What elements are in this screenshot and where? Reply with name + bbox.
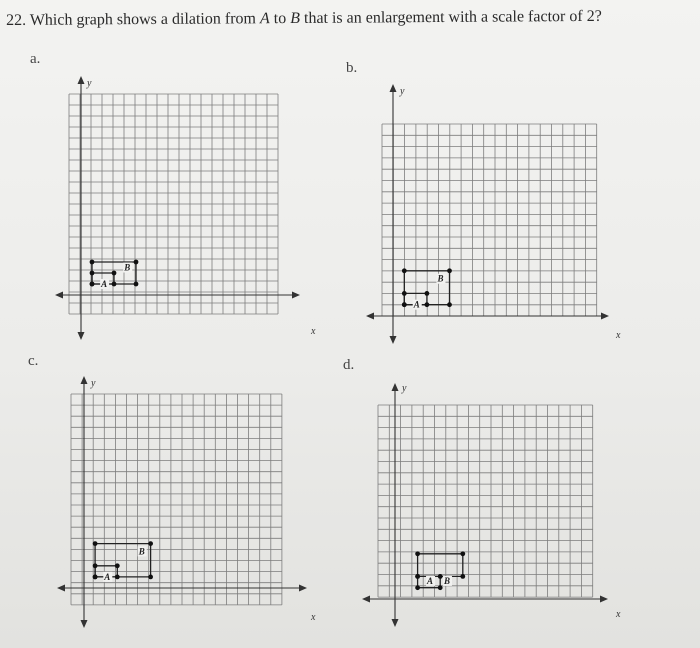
shape-b-vertex (134, 282, 139, 287)
label-a: A (104, 571, 111, 582)
shape-a-vertex (425, 302, 430, 307)
y-axis-down-arrow-icon (390, 336, 397, 344)
shape-a-vertex (90, 282, 95, 287)
x-axis-left-arrow-icon (57, 585, 65, 592)
shape-b-vertex (90, 260, 95, 265)
graph-a[interactable] (53, 70, 323, 350)
shape-a-vertex (112, 282, 117, 287)
grid (71, 394, 282, 605)
x-axis-label: x (616, 330, 621, 341)
shape-a-vertex (425, 291, 430, 296)
y-axis-label: y (91, 378, 96, 389)
y-axis-label: y (400, 86, 405, 97)
shape-b-vertex (402, 268, 407, 273)
x-axis-right-arrow-icon (299, 585, 307, 592)
shape-b-vertex (460, 574, 465, 579)
x-axis-left-arrow-icon (55, 292, 63, 299)
shape-a-vertex (415, 585, 420, 590)
y-axis-up-arrow-icon (390, 84, 397, 92)
choice-c-label[interactable]: c. (28, 353, 39, 369)
shape-a-vertex (415, 574, 420, 579)
x-axis-right-arrow-icon (600, 596, 608, 603)
x-axis-right-arrow-icon (601, 313, 609, 320)
grid (378, 405, 593, 597)
choice-d-label[interactable]: d. (343, 357, 355, 373)
graph-b[interactable] (364, 76, 624, 351)
y-axis-up-arrow-icon (78, 76, 85, 84)
label-b: B (138, 546, 145, 557)
shape-b-vertex (447, 302, 452, 307)
shape-b-vertex (148, 541, 153, 546)
shape-b-vertex (460, 551, 465, 556)
shape-a-vertex (438, 574, 443, 579)
x-axis-label: x (311, 612, 316, 623)
shape-a-vertex (90, 271, 95, 276)
x-axis-right-arrow-icon (292, 292, 300, 299)
shape-a-vertex (93, 575, 98, 580)
question-part-1: Which graph shows a dilation from (29, 10, 261, 29)
y-axis-down-arrow-icon (392, 619, 399, 627)
choice-a-label[interactable]: a. (30, 51, 41, 67)
y-axis-label: y (87, 78, 92, 89)
shape-b (418, 554, 463, 577)
shape-b-vertex (447, 268, 452, 273)
graph-c[interactable] (55, 370, 325, 640)
y-axis-down-arrow-icon (78, 332, 85, 340)
grid (382, 124, 597, 316)
x-axis-label: x (311, 326, 316, 337)
shape-b-vertex (134, 260, 139, 265)
shape-b-vertex (148, 575, 153, 580)
y-axis-up-arrow-icon (392, 383, 399, 391)
y-axis-label: y (402, 383, 407, 394)
shape-a-vertex (402, 302, 407, 307)
choice-b-label[interactable]: b. (346, 60, 358, 76)
question-var-a: A (259, 10, 270, 28)
shape-a-vertex (115, 563, 120, 568)
label-b: B (443, 575, 450, 586)
label-a: A (413, 299, 420, 310)
question-var-b: B (290, 9, 301, 28)
question-text (6, 6, 696, 31)
label-a: A (101, 279, 108, 289)
graph-d[interactable] (360, 377, 620, 632)
question-number: 22. (6, 11, 27, 29)
shape-a-vertex (112, 271, 117, 276)
question-part-2: to (269, 10, 291, 28)
shape-a-vertex (115, 575, 120, 580)
label-b: B (124, 262, 131, 273)
shape-a-vertex (93, 563, 98, 568)
shape-b-vertex (93, 541, 98, 546)
label-b: B (437, 273, 444, 284)
x-axis-left-arrow-icon (366, 313, 374, 320)
y-axis-up-arrow-icon (81, 376, 88, 384)
shape-b-vertex (415, 551, 420, 556)
question-part-3: that is an enlargement with a scale factor of 2? (299, 7, 602, 27)
label-a: A (427, 575, 434, 586)
y-axis-down-arrow-icon (81, 620, 88, 628)
shape-a-vertex (402, 291, 407, 296)
shape-a-vertex (438, 585, 443, 590)
x-axis-label: x (616, 609, 621, 620)
x-axis-left-arrow-icon (362, 596, 370, 603)
